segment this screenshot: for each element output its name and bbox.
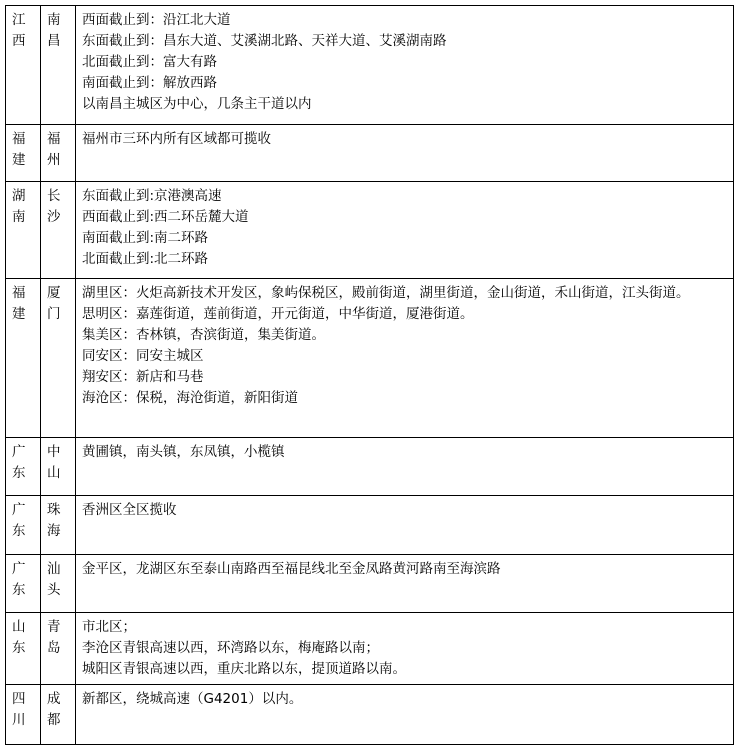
table-row (6, 182, 734, 279)
city-name: 成都 (47, 691, 61, 728)
city-name: 长沙 (47, 188, 61, 225)
city-cell (41, 125, 76, 182)
city-cell (41, 6, 76, 125)
area-line: 黄圃镇，南头镇，东凤镇，小榄镇 (82, 444, 285, 460)
area-line: 西面截止到:西二环岳麓大道 (82, 209, 249, 225)
area-line: 集美区：杏林镇，杏滨街道，集美街道。 (82, 327, 325, 343)
city-cell (41, 182, 76, 279)
area-line: 思明区：嘉莲街道，莲前街道，开元街道，中华街道，厦港街道。 (82, 306, 474, 322)
province-cell (6, 182, 41, 279)
province-cell (6, 555, 41, 613)
province-cell (6, 613, 41, 685)
table-row (6, 279, 734, 438)
city-name: 厦门 (47, 285, 61, 322)
province-name: 广东 (12, 444, 26, 481)
province-cell (6, 438, 41, 496)
table-row (6, 125, 734, 182)
province-cell (6, 125, 41, 182)
table-row (6, 438, 734, 496)
city-name: 福州 (47, 131, 61, 168)
area-cell (76, 6, 734, 125)
city-name: 南昌 (47, 12, 61, 49)
area-line: 东面截止到：昌东大道、艾溪湖北路、天祥大道、艾溪湖南路 (82, 33, 447, 49)
area-line: 东面截止到:京港澳高速 (82, 188, 222, 204)
area-cell (76, 279, 734, 438)
province-name: 湖南 (12, 188, 26, 225)
city-cell (41, 555, 76, 613)
province-name: 福建 (12, 131, 26, 168)
area-cell (76, 438, 734, 496)
area-line: 翔安区：新店和马巷 (82, 369, 204, 385)
coverage-table (5, 5, 734, 745)
area-line: 香洲区全区揽收 (82, 502, 177, 518)
city-cell (41, 438, 76, 496)
area-line: 市北区； (82, 619, 136, 635)
table-row (6, 6, 734, 125)
area-cell (76, 496, 734, 555)
city-cell (41, 496, 76, 555)
area-line: 新都区，绕城高速（G4201）以内。 (82, 691, 303, 707)
table-row (6, 496, 734, 555)
province-cell (6, 685, 41, 745)
province-name: 四川 (12, 691, 26, 728)
province-cell (6, 496, 41, 555)
city-name: 珠海 (47, 502, 61, 539)
city-cell (41, 685, 76, 745)
area-line: 以南昌主城区为中心，几条主干道以内 (82, 96, 312, 112)
province-name: 福建 (12, 285, 26, 322)
city-cell (41, 279, 76, 438)
area-line: 海沧区：保税，海沧街道，新阳街道 (82, 390, 298, 406)
table-row (6, 555, 734, 613)
area-line: 金平区，龙湖区东至泰山南路西至福昆线北至金凤路黄河路南至海滨路 (82, 561, 501, 577)
area-line: 城阳区青银高速以西，重庆北路以东，提顶道路以南。 (82, 661, 406, 677)
province-name: 江西 (12, 12, 26, 49)
city-cell (41, 613, 76, 685)
area-line: 同安区：同安主城区 (82, 348, 204, 364)
area-cell (76, 685, 734, 745)
province-cell (6, 6, 41, 125)
province-name: 广东 (12, 561, 26, 598)
table-row (6, 685, 734, 745)
city-name: 汕头 (47, 561, 61, 598)
area-line: 福州市三环内所有区域都可揽收 (82, 131, 271, 147)
city-name: 中山 (47, 444, 61, 481)
area-line: 北面截止到：富大有路 (82, 54, 217, 70)
area-line: 西面截止到：沿江北大道 (82, 12, 231, 28)
coverage-table-body (6, 6, 734, 745)
city-name: 青岛 (47, 619, 61, 656)
area-cell (76, 125, 734, 182)
province-cell (6, 279, 41, 438)
area-line: 李沧区青银高速以西，环湾路以东，梅庵路以南； (82, 640, 379, 656)
area-cell (76, 182, 734, 279)
area-line: 南面截止到:南二环路 (82, 230, 209, 246)
area-cell (76, 555, 734, 613)
province-name: 广东 (12, 502, 26, 539)
area-line: 南面截止到：解放西路 (82, 75, 217, 91)
table-row (6, 613, 734, 685)
area-line: 北面截止到:北二环路 (82, 251, 209, 267)
area-cell (76, 613, 734, 685)
area-line: 湖里区：火炬高新技术开发区，象屿保税区，殿前街道，湖里街道，金山街道，禾山街道，江头街道。 (82, 285, 690, 301)
province-name: 山东 (12, 619, 26, 656)
